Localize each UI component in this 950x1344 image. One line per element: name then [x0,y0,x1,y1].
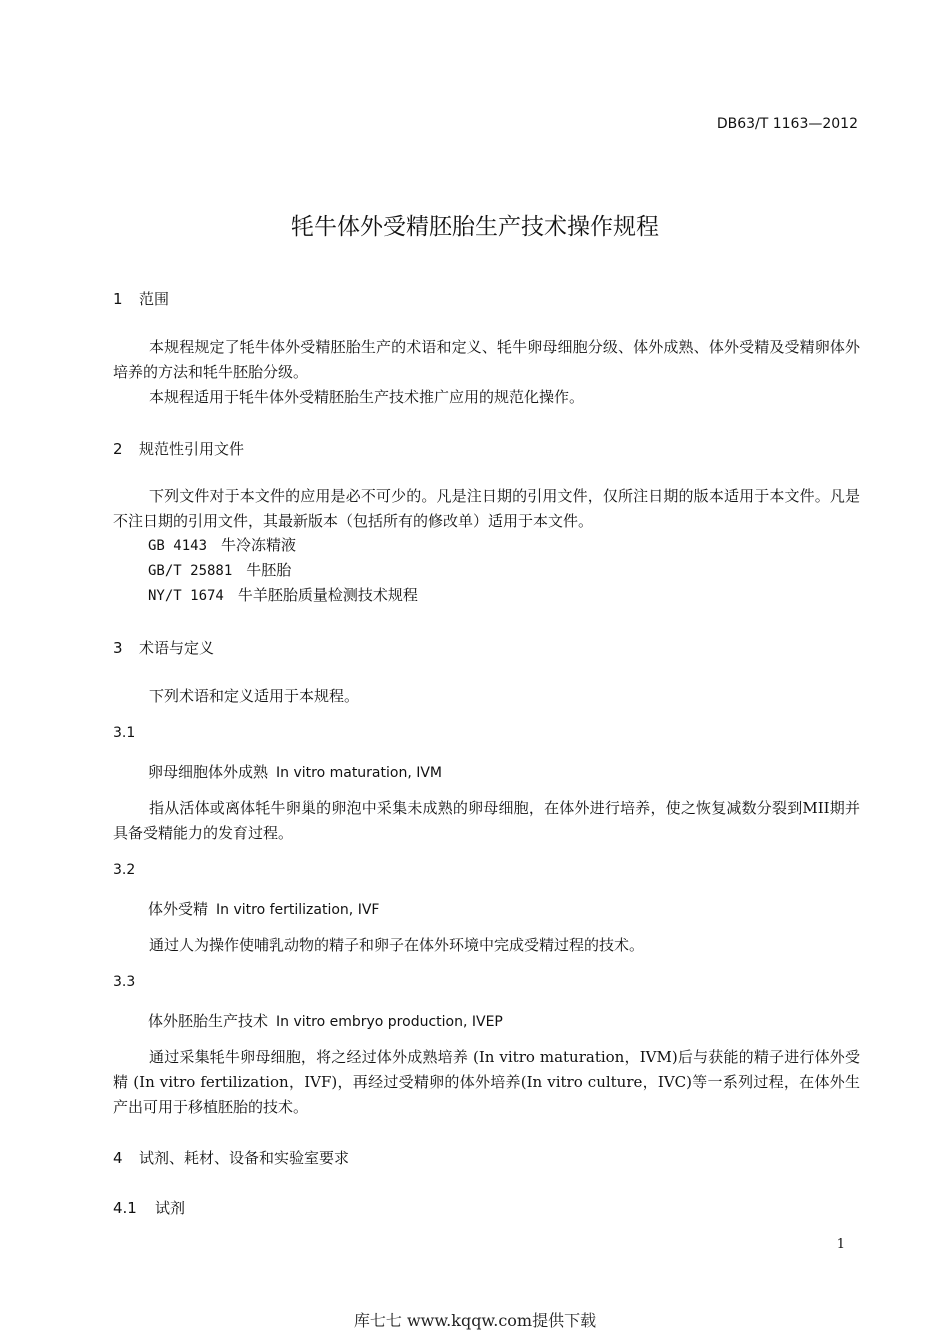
term-definition: 通过人为操作使哺乳动物的精子和卵子在体外环境中完成受精过程的技术。 [149,936,645,954]
section-title: 试剂、耗材、设备和实验室要求 [139,1149,350,1167]
term-en: In vitro fertilization, IVF [216,902,380,918]
reference-code: GB 4143 [148,538,208,554]
document-title: 牦牛体外受精胚胎生产技术操作规程 [291,214,659,240]
section-1-heading [113,288,169,309]
term-en: In vitro embryo production, IVEP [276,1014,503,1030]
reference-item [148,559,291,580]
reference-item [148,584,418,605]
term-heading [148,761,442,782]
subsection-4-1-heading [113,1197,185,1218]
term-definition: 通过采集牦牛卵母细胞，将之经过体外成熟培养 (In vitro maturation，IVM)后与获能的精子进行体外受精 (In vitro fertilization，IVF)，再经过受精卵的体外培养(In vitro culture，IVC)等一系列过程，在体外生产出可用于移植胚胎的技术。 [113,1048,860,1116]
term-cn: 卵母细胞体外成熟 [148,763,269,781]
standard-code: DB63/T 1163—2012 [716,116,858,132]
section-number: 1 [113,290,123,308]
section-title: 规范性引用文件 [139,440,245,458]
reference-item [148,534,296,555]
term-en: In vitro maturation, IVM [276,765,443,781]
section-title: 术语与定义 [139,639,215,657]
section-1-paragraph-2: 本规程适用于牦牛体外受精胚胎生产技术推广应用的规范化操作。 [149,388,585,406]
reference-name: 牛羊胚胎质量检测技术规程 [237,586,418,604]
section-title: 范围 [139,290,170,308]
term-cn: 体外受精 [148,900,209,918]
section-2-paragraph: 下列文件对于本文件的应用是必不可少的。凡是注日期的引用文件，仅所注日期的版本适用于本文件。凡是不注日期的引用文件，其最新版本（包括所有的修改单）适用于本文件。 [113,487,860,530]
reference-code: NY/T 1674 [148,588,224,604]
term-number: 3.1 [113,725,136,741]
reference-code: GB/T 25881 [148,563,233,579]
term-cn: 体外胚胎生产技术 [148,1012,269,1030]
reference-name: 牛冷冻精液 [221,536,297,554]
page-number: 1 [836,1237,845,1252]
section-number: 2 [113,440,123,458]
section-3-heading [113,637,214,658]
download-watermark: 库七七 www.kqqw.com提供下载 [353,1311,597,1330]
section-number: 3 [113,639,123,657]
section-number: 4 [113,1149,123,1167]
section-3-intro: 下列术语和定义适用于本规程。 [149,687,360,705]
subsection-title: 试剂 [155,1199,186,1217]
section-4-heading [113,1147,349,1168]
subsection-number: 4.1 [113,1199,137,1217]
section-2-heading [113,438,244,459]
section-1-paragraph-1: 本规程规定了牦牛体外受精胚胎生产的术语和定义、牦牛卵母细胞分级、体外成熟、体外受精及受精卵体外培养的方法和牦牛胚胎分级。 [113,338,860,381]
reference-name: 牛胚胎 [246,561,292,579]
term-heading [148,898,379,919]
term-definition: 指从活体或离体牦牛卵巢的卵泡中采集未成熟的卵母细胞，在体外进行培养，使之恢复减数分裂到MII期并具备受精能力的发育过程。 [113,799,860,842]
term-number: 3.3 [113,974,136,990]
term-number: 3.2 [113,862,136,878]
term-heading [148,1010,503,1031]
